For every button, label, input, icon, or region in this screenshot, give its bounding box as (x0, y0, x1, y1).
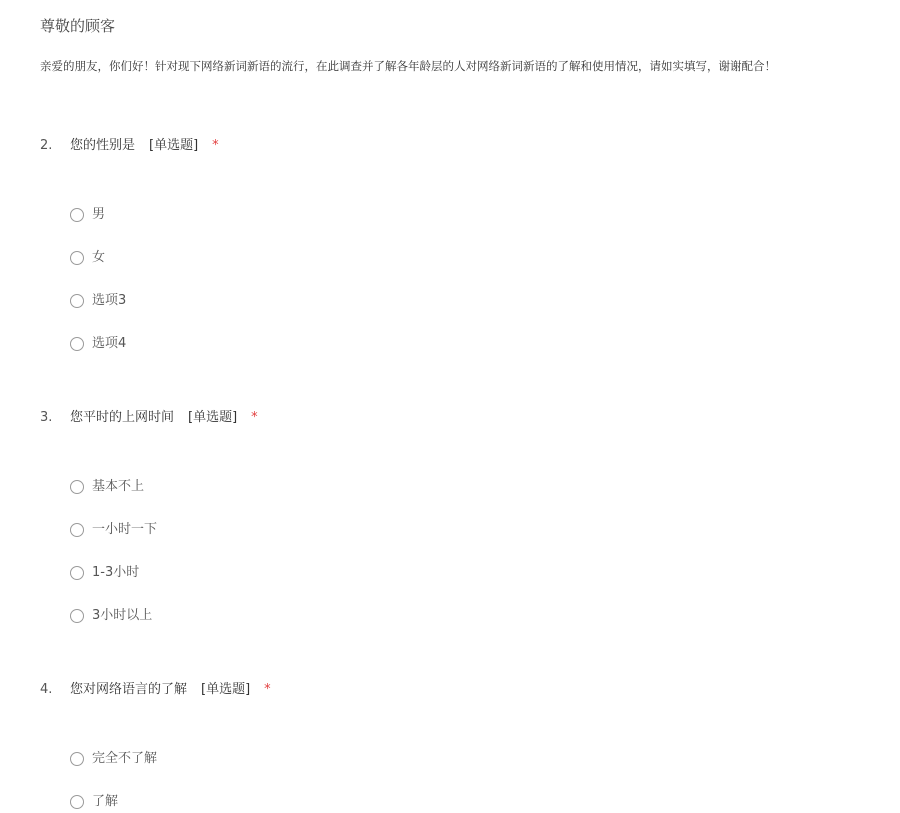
option-understand[interactable] (70, 791, 118, 813)
radio-button[interactable] (70, 609, 84, 623)
question-header (40, 408, 258, 428)
radio-button[interactable] (70, 752, 84, 766)
option-label: 一小时一下 (92, 522, 158, 537)
radio-button[interactable] (70, 523, 84, 537)
question-text: 您的性别是 (70, 138, 136, 153)
question-text: 您对网络语言的了解 (70, 682, 188, 697)
option-1-3-hours[interactable] (70, 562, 139, 584)
question-header (40, 136, 219, 156)
option-3[interactable] (70, 290, 126, 312)
radio-button[interactable] (70, 480, 84, 494)
option-4[interactable] (70, 333, 126, 355)
question-number: 2. (40, 138, 53, 153)
option-under-one-hour[interactable] (70, 519, 157, 541)
question-number: 3. (40, 410, 53, 425)
option-over-3-hours[interactable] (70, 605, 152, 627)
survey-description: 亲爱的朋友，你们好！针对现下网络新词新语的流行，在此调查并了解各年龄层的人对网络新词新语的了解和使用情况，请如实填写，谢谢配合！ (40, 59, 776, 73)
question-number: 4. (40, 682, 53, 697)
option-label: 1-3小时 (92, 565, 140, 580)
required-asterisk: * (251, 410, 258, 425)
option-male[interactable] (70, 204, 105, 226)
required-asterisk: * (212, 138, 219, 153)
option-label: 男 (92, 207, 106, 222)
radio-button[interactable] (70, 795, 84, 809)
option-label: 了解 (92, 794, 119, 809)
question-type-badge: [单选题] (188, 410, 238, 425)
option-label: 选项4 (92, 336, 127, 351)
option-rarely-online[interactable] (70, 476, 144, 498)
option-label: 女 (92, 250, 106, 265)
question-type-badge: [单选题] (201, 682, 251, 697)
question-type-badge: [单选题] (149, 138, 199, 153)
question-header (40, 680, 271, 700)
radio-button[interactable] (70, 294, 84, 308)
option-label: 3小时以上 (92, 608, 153, 623)
required-asterisk: * (264, 682, 271, 697)
radio-button[interactable] (70, 208, 84, 222)
radio-button[interactable] (70, 566, 84, 580)
option-female[interactable] (70, 247, 105, 269)
option-label: 完全不了解 (92, 751, 158, 766)
option-not-at-all[interactable] (70, 748, 157, 770)
question-text: 您平时的上网时间 (70, 410, 175, 425)
radio-button[interactable] (70, 251, 84, 265)
radio-button[interactable] (70, 337, 84, 351)
option-label: 选项3 (92, 293, 127, 308)
option-label: 基本不上 (92, 479, 145, 494)
survey-title: 尊敬的顾客 (40, 17, 116, 35)
